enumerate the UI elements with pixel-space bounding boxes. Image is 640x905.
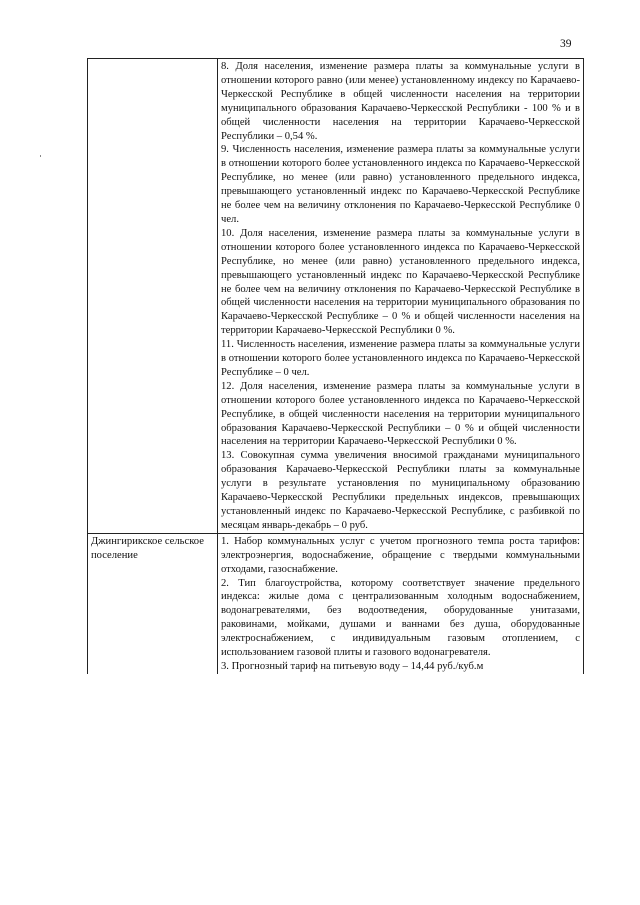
municipality-cell: [88, 59, 218, 534]
indicator-paragraph-12: 12. Доля населения, изменение размера платы за коммунальные услуги в отношении которого более установленного индекса по Карачаево-Черкесской Республике, в общей численности населения на территории муниципального образования Карачаево-Черкесской Республики – 0 % и общей численности населения на территории Карачаево-Черкесской Республики 0 %.: [221, 380, 580, 448]
indicator-paragraph-2: 2. Тип благоустройства, которому соответствует значение предельного индекса: жилые дома с централизованным холодным водоснабжением, водонагревателями, без водоотведения, оборудованные унитазами, раковинами, мойками, душами и ваннами без душа, оборудованные электроснабжением, с индивидуальным газовым отоплением, с использованием газовой плиты и газового водонагревателя.: [221, 577, 580, 659]
page-number: 39: [560, 38, 572, 50]
indicators-cell: [218, 533, 584, 674]
indicator-paragraph-10: 10. Доля населения, изменение размера платы за коммунальные услуги в отношении которого более установленного индекса по Карачаево-Черкесской Республике, но менее (или равно) установленного предельного индекса, превышающего установленный индекс по Карачаево-Черкесской Республике не более чем на величину отклонения по Карачаево-Черкесской Республике в общей численности населения на территории муниципального образования по Карачаево-Черкесской Республике – 0 % и общей численности населения на территории Карачаево-Черкесской Республики 0 %.: [221, 227, 580, 337]
municipality-cell: [88, 533, 218, 674]
municipality-label: Джингирикское сельское поселение: [91, 535, 204, 561]
table-row: [88, 59, 584, 534]
indicator-paragraph-1: 1. Набор коммунальных услуг с учетом прогнозного темпа роста тарифов: электроэнергия, водоснабжение, обращение с твердыми коммунальными отходами, газоснабжение.: [221, 535, 580, 575]
scan-artifact-mark: [40, 155, 41, 157]
indicator-paragraph-13: 13. Совокупная сумма увеличения вносимой гражданами муниципального образования Карачаево-Черкесской Республики платы за коммунальные услуги в результате установления по муниципальному образованию Карачаево-Черкесской Республики предельных индексов, превышающих установленный индекс по Карачаево-Черкесской Республике, с разбивкой по месяцам январь-декабрь – 0 руб.: [221, 450, 580, 531]
indicators-cell: [218, 59, 584, 534]
table-row: [88, 533, 584, 674]
tariff-indicators-table: [87, 58, 584, 674]
indicator-paragraph-9: 9. Численность населения, изменение размера платы за коммунальные услуги в отношении которого более установленного индекса по Карачаево-Черкесской Республике, но менее (или равно) установленного предельного индекса, превышающего установленный индекс по Карачаево-Черкесской Республике не более чем на величину отклонения по Карачаево-Черкесской Республике 0 чел.: [221, 144, 580, 225]
indicator-paragraph-8: 8. Доля населения, изменение размера платы за коммунальные услуги в отношении которого равно (или менее) установленному индексу по Карачаево-Черкесской Республике в общей численности населения на территории муниципального образования Карачаево-Черкесской Республики - 100 % и в общей численности населения на территории Карачаево-Черкесской Республики – 0,54 %.: [221, 61, 580, 142]
indicator-paragraph-3: 3. Прогнозный тариф на питьевую воду – 14,44 руб./куб.м: [221, 660, 484, 672]
indicator-paragraph-11: 11. Численность населения, изменение размера платы за коммунальные услуги в отношении которого более установленного индекса по Карачаево-Черкесской Республике – 0 чел.: [221, 339, 580, 378]
